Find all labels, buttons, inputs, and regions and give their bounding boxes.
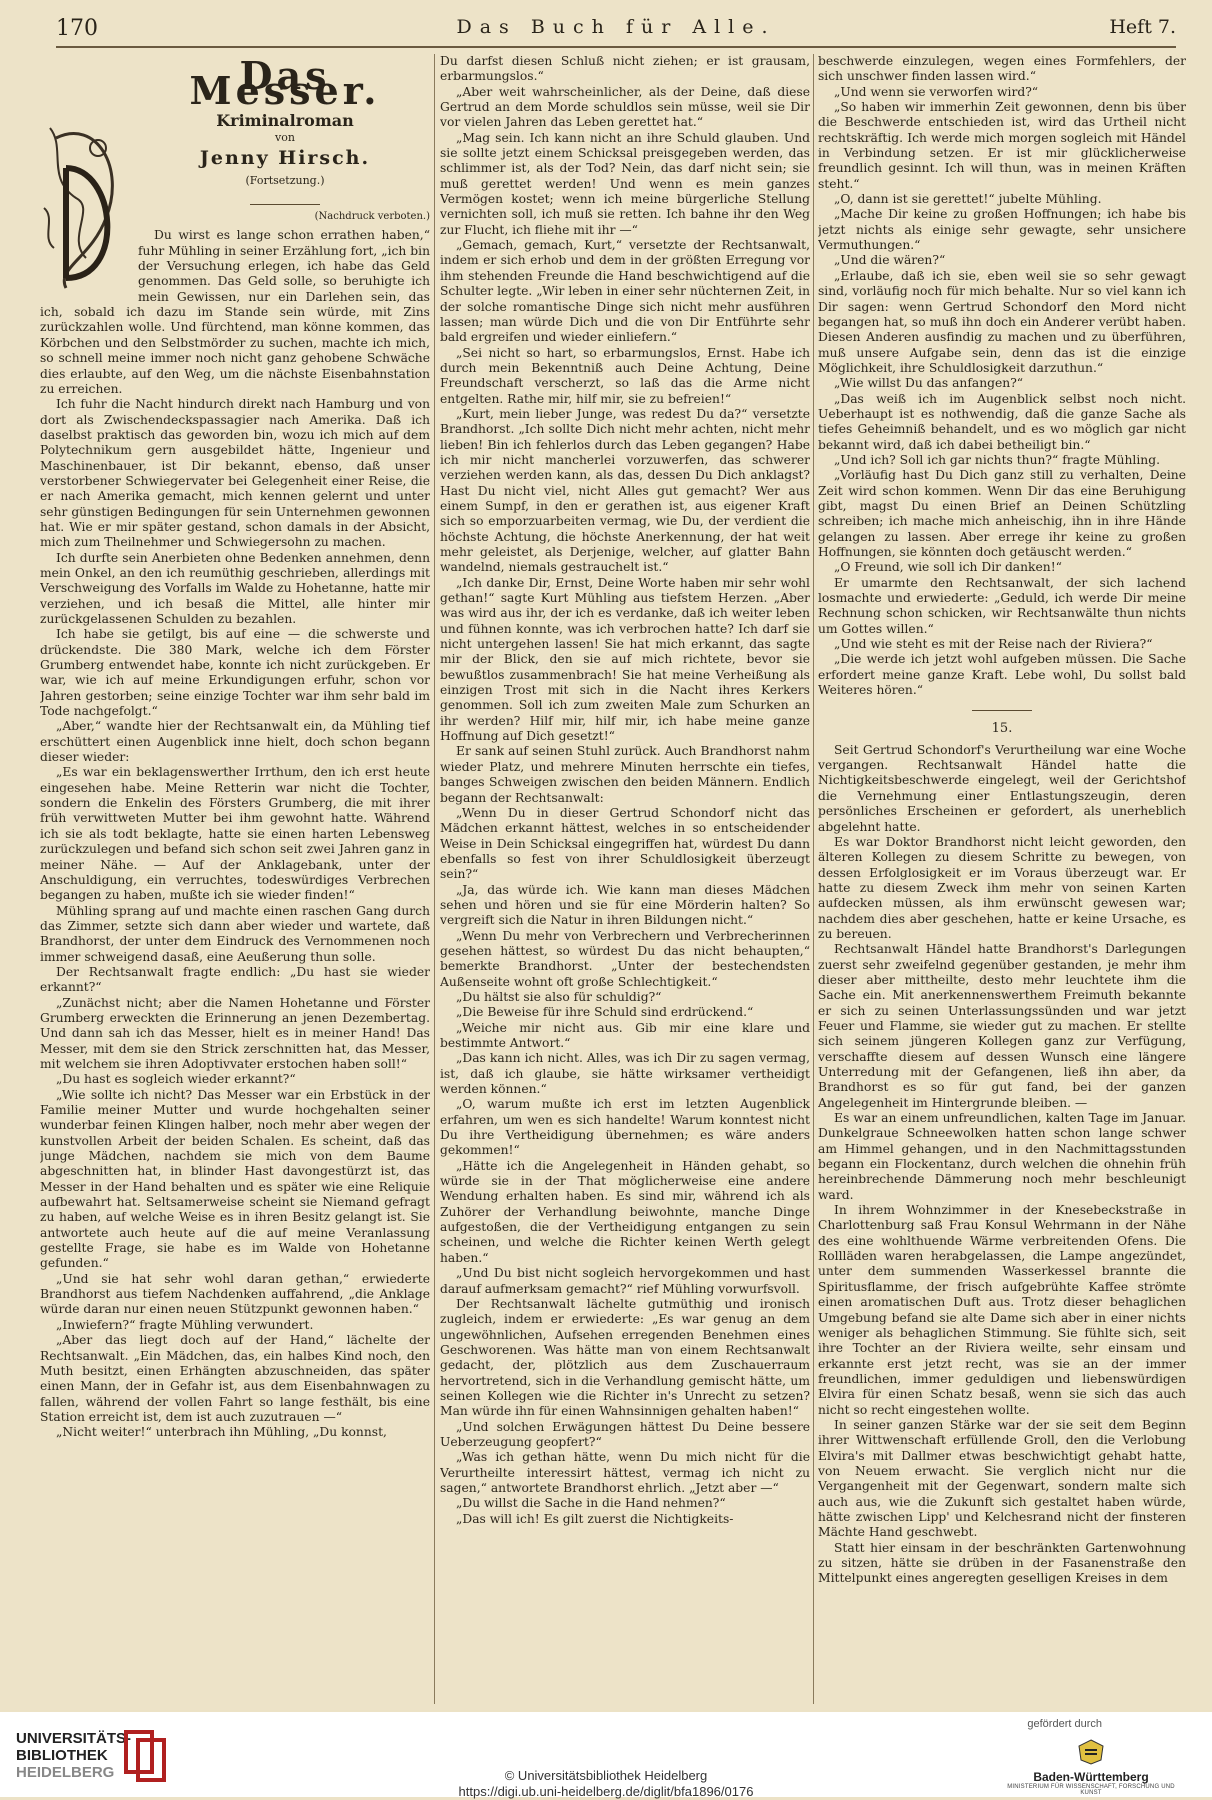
short-rule: [250, 204, 320, 205]
copyright-text: © Universitätsbibliothek Heidelberg: [504, 1768, 708, 1783]
state-name: Baden-Württemberg: [1033, 1770, 1149, 1784]
paragraph: „Ja, das würde ich. Wie kann man dieses Mädchen sehen und hören und sie für eine Mörderin halten? So vergreift sich die Natur in ihren Bildungen nicht.“: [440, 882, 810, 928]
running-title: Das Buch für Alle.: [456, 16, 776, 38]
library-name-line: BIBLIOTHEK: [16, 1747, 108, 1764]
paragraph: Rechtsanwalt Händel hatte Brandhorst's Darlegungen zuerst sehr zweifelnd gegenüber gestanden, je mehr ihm dieser aber mittheilte, desto mehr leuchtete ihm die Sache ein. Mit anerkennenswerthem Freimuth bekannte er sich zu seinen Unterlassungssünden und war jetzt Feuer und Flamme, sie wieder gut zu machen. Er stellte sich seinem jüngeren Kollegen ganz zur Verfügung, verschaffte diesem auf dessen Wunsch eine längere Unterredung mit der Gefangenen, ließ ihn aber, da Brandhorst es so für gut fand, bei der ganzen Angelegenheit im Hintergrunde bleiben. —: [818, 942, 1186, 1110]
continuation-note: (Fortsetzung.): [245, 173, 325, 187]
article-heading: [140, 54, 430, 224]
paragraph: „Du hast es sogleich wieder erkannt?“: [56, 1072, 296, 1087]
paragraph: „Und die wären?“: [834, 253, 946, 268]
paragraph: „Nicht weiter!“ unterbrach ihn Mühling, „Du konnst,: [56, 1425, 387, 1440]
viewer-footer: [0, 1712, 1212, 1797]
paragraph: „Wie willst Du das anfangen?“: [834, 376, 1024, 391]
paragraph: Mühling sprang auf und machte einen raschen Gang durch das Zimmer, setzte sich dann aber wieder und wartete, daß Brandhorst, der unter dem Eindruck des Vernommenen noch immer schweigend dasaß, eine Aeußerung thun solle.: [40, 903, 430, 964]
paragraph: „Sei nicht so hart, so erbarmungslos, Ernst. Habe ich durch mein Bekenntniß auch Deine Achtung, Deine Freundschaft verscherzt, so laß das die Arme nicht entgelten. Rathe mir, hilf mir, sie zu befreien!“: [440, 345, 810, 406]
paragraph: „Aber weit wahrscheinlicher, als der Deine, daß diese Gertrud an dem Morde schuldlos sein müsse, weil sie Dir vor vielen Jahren das Leben gerettet hat.“: [440, 84, 810, 130]
funded-by-label: gefördert durch: [1027, 1718, 1102, 1730]
paragraph: „O, dann ist sie gerettet!“ jubelte Mühling.: [834, 192, 1102, 207]
paragraph: „Weiche mir nicht aus. Gib mir eine klare und bestimmte Antwort.“: [440, 1020, 810, 1050]
paragraph: „Wenn Du in dieser Gertrud Schondorf nicht das Mädchen erkannt hättest, welches in so entscheidender Weise in Dein Schicksal eingegriffen hat, würdest Du dann ebenfalls so fest von ihrer Schuldlosigkeit überzeugt sein?“: [440, 805, 810, 882]
paragraph: „Wie sollte ich nicht? Das Messer war ein Erbstück in der Familie meiner Mutter und wurde hochgehalten seiner wunderbar feinen Klingen halber, noch mehr aber wegen der kunstvollen Arbeit der beiden Schalen. Es scheint, daß das junge Mädchen, nachdem sie mich von dem Baume abgeschnitten hat, in blinder Hast davongestürzt ist, das Messer in der Hand behalten und es später wie eine Reliquie aufbewahrt hat. Seltsamerweise scheint sie Niemand gefragt zu haben, auf welche Weise es in ihren Besitz gelangt ist. Sie antwortete auch heute auf die auf meine Veranlassung gestellte Frage, sie habe es im Walde von Hohetanne gefunden.“: [40, 1087, 430, 1271]
paragraph: Ich durfte sein Anerbieten ohne Bedenken annehmen, denn mein Onkel, an den ich reumüthig geschrieben, allerdings mit Verschweigung des Vorfalls im Walde zu Hohetanne, hatte mir verziehen, und ich besaß die Mittel, alle hinter mir zurückgelassenen Schulden zu bezahlen.: [40, 550, 430, 626]
paragraph: Statt hier einsam in der beschränkten Gartenwohnung zu sitzen, hätte sie drüben in der Fasanenstraße den Mittelpunkt eines angeregten geselligen Kreises in dem: [818, 1540, 1186, 1586]
paragraph: „Ich danke Dir, Ernst, Deine Worte haben mir sehr wohl gethan!“ sagte Kurt Mühling aus tiefstem Herzen. „Aber was wird aus ihr, der ich es verdanke, daß ich weiter leben und fühnen konnte, was ich verbrochen hatte? Ich darf sie nicht untergehen lassen! Sie hat mich erkannt, das sagte mir der Blick, den sie auf mich richtete, bevor sie bewußtlos zusammenbrach! Sie hat meine Verheißung als einzigen Trost mit sich in die Nacht ihres Kerkers genommen. Soll ich zum zweiten Male zum Schurken an ihr werden? Hilf mir, hilf mir, ich habe meine ganze Hoffnung auf Dich gesetzt!“: [440, 575, 810, 744]
paragraph: „Es war ein beklagenswerther Irrthum, den ich erst heute eingesehen habe. Meine Retterin war nicht die Tochter, sondern die Enkelin des Försters Grumberg, die mit ihrer früh verwittweten Mutter bei ihm gewohnt hatte. Während ich sie als todt beklagte, hatte sie einen harten Lebensweg zurückzulegen und befand sich schon seit zwei Jahren ganz in meiner Nähe. — Auf der Anklagebank, unter der Anschuldigung, ein verruchtes, todeswürdiges Verbrechen begangen zu haben, mußte ich sie wieder finden!“: [40, 765, 430, 903]
paragraph: Du darfst diesen Schluß nicht ziehen; er ist grausam, erbarmungslos.“: [440, 54, 810, 84]
paragraph: Ich fuhr die Nacht hindurch direkt nach Hamburg und von dort als Zwischendeckspassagier nach Amerika. Daß ich daselbst praktisch das geworden bin, wozu ich mich auf dem Polytechnikum gern ausgebildet hätte, Ingenieur und Maschinenbauer, ist Dir bekannt, ebenso, daß unser verstorbener Schwiegervater bei Gelegenheit einer Reise, die er nach Amerika gemacht, mich kennen gelernt und unter sehr günstigen Bedingungen für sein Unternehmen gewonnen hat. Wie er mir später gestand, schon damals in der Absicht, mich zum Theilnehmer und Schwiegersohn zu machen.: [40, 397, 430, 550]
paragraph: „Erlaube, daß ich sie, eben weil sie so sehr gewagt sind, vorläufig noch für mich behalte. Nur so viel kann ich Dir sagen: wenn Gertrud Schondorf den Mord nicht begangen hat, so muß ihn doch ein Anderer verübt haben. Diesen Anderen ausfindig zu machen und zu überführen, muß unsere Aufgabe sein, denn das ist die einzige Möglichkeit, ihre Schuldlosigkeit darzuthun.“: [818, 268, 1186, 375]
column-3: [818, 54, 1186, 1704]
ornamental-initial-icon: [40, 108, 132, 298]
library-name-line: UNIVERSITÄTS-: [16, 1730, 132, 1747]
article-by: von: [275, 131, 295, 145]
paragraph: „O Freund, wie soll ich Dir danken!“: [834, 560, 1062, 575]
paragraph: „Das weiß ich im Augenblick selbst noch nicht. Ueberhaupt ist es nothwendig, daß die ganze Sache als tiefes Geheimniß behandelt, und es wo möglich gar nicht bekannt wird, daß ich dabei betheiligt bin.“: [818, 391, 1186, 452]
section-rule: [972, 710, 1032, 711]
funder-logo[interactable]: [1006, 1738, 1176, 1796]
paragraph: „O, warum mußte ich erst im letzten Augenblick erfahren, um wen es sich handelte! Warum konntest nicht Du ihre Vertheidigung übernehmen; es wäre anders gekommen!“: [440, 1097, 810, 1158]
paragraph: Ich habe sie getilgt, bis auf eine — die schwerste und drückendste. Die 380 Mark, welche ich dem Förster Grumberg entwendet habe, konnte ich nicht zurückgeben. Er war, wie ich auf meine Erkundigungen erfuhr, schon vor Jahren gestorben; seine einzige Tochter war ihm sehr bald im Tode nachgefolgt.“: [40, 627, 430, 719]
paragraph: Der Rechtsanwalt lächelte gutmüthig und ironisch zugleich, indem er erwiederte: „Es war genug an dem ungewöhnlichen, Aufsehen erregenden Benehmen eines Geschworenen. Was hätte man von einem Rechtsanwalt gedacht, der, plötzlich aus dem Zuschauerraum hervortretend, sich in die Verhandlung gemischt hätte, um seinen Kollegen wie die Richter in's Unrecht zu setzen? Man würde ihn für einen Wahnsinnigen gehalten haben!“: [440, 1296, 810, 1419]
paragraph: Es war Doktor Brandhorst nicht leicht geworden, den älteren Kollegen zu diesem Schritte zu bewegen, von dessen Erfolglosigkeit er im Voraus überzeugt war. Er hatte zu diesem Zweck ihm mehr von seinen Karten aufdecken müssen, als ihm erwünscht gewesen war; nachdem dies aber geschehen, hatte er keine Ursache, es zu bereuen.: [818, 834, 1186, 941]
paragraph: Er umarmte den Rechtsanwalt, der sich lachend losmachte und erwiederte: „Geduld, ich werde Dir meine Rechnung schon schicken, wir Rechtsanwälte thun nichts um Gottes willen.“: [818, 575, 1186, 636]
chapter-number: 15.: [991, 721, 1013, 737]
paragraph: „Die Beweise für ihre Schuld sind erdrückend.“: [456, 1005, 754, 1020]
article-author: Jenny Hirsch.: [199, 147, 371, 170]
paragraph: „Mag sein. Ich kann nicht an ihre Schuld glauben. Und sie sollte jetzt einem Schicksal preisgegeben werden, das schlimmer ist, als der Tod? Nein, das darf nicht sein; sie muß gerettet werden! Und wenn es mein ganzes Vermögen kostet; wenn ich meine bürgerliche Stellung vernichten soll, ich muß sie retten. Ich bahne ihr den Weg zur Flucht, ich fliehe mit ihr —“: [440, 130, 810, 237]
paragraph: „Gemach, gemach, Kurt,“ versetzte der Rechtsanwalt, indem er sich erhob und dem in der größten Erregung vor ihm stehenden Freunde die Hand beschwichtigend auf die Schulter legte. „Wir leben in einer sehr nüchternen Zeit, in der solche romantische Dinge sich nicht mehr ausführen lassen; man würde Dich und die von Dir Entführte sehr bald ergreifen und wieder einliefern.“: [440, 238, 810, 345]
paragraph: „Du willst die Sache in die Hand nehmen?“: [456, 1496, 726, 1511]
paragraph: „Und solchen Erwägungen hättest Du Deine bessere Ueberzeugung geopfert?“: [440, 1419, 810, 1449]
library-name-line: HEIDELBERG: [16, 1764, 115, 1781]
paragraph: „Und sie hat sehr wohl daran gethan,“ erwiederte Brandhorst aus tiefem Nachdenken auffahrend, „die Anklage würde daran nur einen neuen Stützpunkt gewonnen haben.“: [40, 1271, 430, 1317]
paragraph: „Die werde ich jetzt wohl aufgeben müssen. Die Sache erfordert meine ganze Kraft. Lebe wohl, Du sollst bald Weiteres hören.“: [818, 652, 1186, 698]
column-2: [440, 54, 810, 1704]
header-rule: [56, 46, 1176, 48]
paragraph: „Hätte ich die Angelegenheit in Händen gehabt, so würde sie in der That möglicherweise eine andere Wendung erhalten haben. Es sind mir, während ich als Zuhörer der Verhandlung beiwohnte, manche Dinge aufgestoßen, die der Vertheidigung entgangen zu sein scheinen, und welche die Richter keinen Werth gelegt haben.“: [440, 1158, 810, 1265]
ministry-name: MINISTERIUM FÜR WISSENSCHAFT, FORSCHUNG UND KUNST: [1007, 1784, 1175, 1796]
column-divider: [813, 54, 814, 1704]
paragraph: „Kurt, mein lieber Junge, was redest Du da?“ versetzte Brandhorst. „Ich sollte Dich nicht mehr achten, nicht mehr lieben! Bin ich fehlerlos durch das Leben gegangen? Habe ich mir nicht mancherlei vorzuwerfen, das schwerer verziehen werden kann, als das, dessen Du Dich anklagst? Hast Du nicht viel, nicht Alles gut gemacht? Wer aus einem Sumpf, in den er gerathen ist, aus eigener Kraft sich so emporzuarbeiten vermag, wie Du, der verdient die höchste Achtung, die höchste Anerkennung, der hat weit mehr geleistet, als Derjenige, welcher, auf glatter Bahn wandelnd, niemals gestrauchelt ist.“: [440, 406, 810, 575]
paragraph: Der Rechtsanwalt fragte endlich: „Du hast sie wieder erkannt?“: [40, 964, 430, 995]
paragraph: beschwerde einzulegen, wegen eines Formfehlers, der sich unschwer finden lassen wird.“: [818, 54, 1186, 84]
page-header: [56, 14, 1176, 46]
paragraph: „Und wenn sie verworfen wird?“: [834, 84, 1039, 99]
paragraph: Du wirst es lange schon errathen haben,“ fuhr Mühling in seiner Erzählung fort, „ich bin der Versuchung erlegen, ich habe das Geld genommen. Das Geld solle, so beruhigte ich mein Gewissen, nur ein Darlehen sein, das ich, sobald ich dazu im Stande sein würde, mit Zins zurückzahlen wolle. Und fürchtend, man könne kommen, das Körbchen und den Selbstmörder zu suchen, machte ich mich, so schnell meine immer noch nicht ganz gehobene Schwäche dies erlaubte, auf den Weg, um die nächste Eisenbahnstation zu erreichen.: [40, 228, 430, 396]
paragraph: „Inwiefern?“ fragte Mühling verwundert.: [56, 1317, 314, 1332]
paragraph: „Mache Dir keine zu großen Hoffnungen; ich habe bis jetzt nichts als einige sehr gewagte, sehr unsichere Vermuthungen.“: [818, 207, 1186, 253]
page-number: 170: [56, 16, 98, 41]
permalink[interactable]: https://digi.ub.uni-heidelberg.de/diglit/bfa1896/0176: [458, 1784, 754, 1799]
paragraph: „So haben wir immerhin Zeit gewonnen, denn bis über die Beschwerde entschieden ist, wird das Urtheil nicht rechtskräftig. Ich werde mich morgen sogleich mit Händel in Verbindung setzen. Er ist mir glücklicherweise freundlich gesinnt. Ich will thun, was in meinen Kräften steht.“: [818, 100, 1186, 191]
paragraph: „Aber,“ wandte hier der Rechtsanwalt ein, da Mühling tief erschüttert einen Augenblick inne hielt, doch schon begann dieser wieder:: [40, 719, 430, 765]
article-subtitle: Kriminalroman: [216, 110, 354, 130]
paragraph: „Das kann ich nicht. Alles, was ich Dir zu sagen vermag, ist, daß ich glaube, sie hätte wirksamer vertheidigt werden können.“: [440, 1051, 810, 1097]
article-title: Das Messer.: [189, 54, 381, 114]
paragraph: In ihrem Wohnzimmer in der Knesebeckstraße in Charlottenburg saß Frau Konsul Wehrmann in der Nähe des eine wohlthuende Wärme verbreitenden Ofens. Die Rollläden waren herabgelassen, die Lampe angezündet, unter dem summenden Wasserkessel brannte die Spiritusflamme, der frisch aufgebrühte Kaffee strömte einen aromatischen Duft aus. Trotz dieser behaglichen Umgebung befand sie alte Dame sich aber in einer nichts weniger als behaglichen Stimmung. Sie fühlte sich, seit ihre Tochter an der Riviera weilte, sehr einsam und erkannte erst jetzt recht, was sie an der immer freundlichen, immer geduldigen und liebenswürdigen Elvira für einen Schatz besaß, wenn sie sich das auch nicht so recht eingestehen wollte.: [818, 1203, 1186, 1417]
paragraph: „Und wie steht es mit der Reise nach der Riviera?“: [834, 637, 1153, 652]
reprint-notice: (Nachdruck verboten.): [314, 211, 430, 223]
paragraph: „Du hältst sie also für schuldig?“: [456, 989, 662, 1004]
issue-label: Heft 7.: [1109, 16, 1176, 38]
paragraph: In seiner ganzen Stärke war der sie seit dem Beginn ihrer Wittwenschaft erfüllende Groll, den die Verlobung Elvira's mit Dallmer etwas beschwichtigt gehabt hatte, von Neuem erwacht. Sie verglich nicht nur die Vergangenheit mit der Gegenwart, sondern malte sich auch aus, wie die Zukunft sich gestaltet haben würde, hätte zwischen Lipp' und Kelchesrand nicht der finsteren Mächte Hand geschwebt.: [818, 1417, 1186, 1540]
paragraph: Es war an einem unfreundlichen, kalten Tage im Januar. Dunkelgraue Schneewolken hatten schon lange schwer am Himmel gehangen, und in den Nachmittagsstunden begann ein Flockentanz, durch welchen die ohnehin früh hereinbrechende Dämmerung noch mehr beschleunigt ward.: [818, 1111, 1186, 1202]
paragraph: „Und Du bist nicht sogleich hervorgekommen und hast darauf aufmerksam gemacht?“ rief Mühling vorwurfsvoll.: [440, 1266, 810, 1296]
paragraph: „Aber das liegt doch auf der Hand,“ lächelte der Rechtsanwalt. „Ein Mädchen, das, ein halbes Kind noch, den Muth besitzt, einen Erhängten abzuschneiden, das später einen Mann, der in Gefahr ist, aus dem Eisenbahnwagen zu fallen, während der vollen Fahrt so lange festhält, bis eine Station erreicht ist, dem ist auch zuzutrauen —“: [40, 1333, 430, 1424]
paragraph: „Vorläufig hast Du Dich ganz still zu verhalten, Deine Zeit wird schon kommen. Wenn Dir das eine Beruhigung gibt, magst Du einen Brief an Deinen Schützling schreiben; ich mache mich anheischig, ihn in ihre Hände gelangen zu lassen. Aber errege ihr keine zu großen Hoffnungen, sie könnten doch getäuscht werden.“: [818, 468, 1186, 559]
paragraph: Seit Gertrud Schondorf's Verurtheilung war eine Woche vergangen. Rechtsanwalt Händel hatte die Nichtigkeitsbeschwerde eingelegt, weil der Gerichtshof die Vernehmung einer Entlastungszeugin, deren persönliches Erscheinen er gefordert, als unerheblich abgelehnt hatte.: [818, 742, 1186, 834]
paragraph: „Und ich? Soll ich gar nichts thun?“ fragte Mühling.: [834, 452, 1160, 467]
column-1-text: [40, 228, 430, 1440]
paragraph: „Was ich gethan hätte, wenn Du mich nicht für die Verurtheilte interessirt hättest, vermag ich nicht zu sagen,“ antwortete Brandhorst ehrlich. „Jetzt aber —“: [440, 1450, 810, 1495]
paragraph: „Das will ich! Es gilt zuerst die Nichtigkeits-: [456, 1511, 734, 1526]
paragraph: Er sank auf seinen Stuhl zurück. Auch Brandhorst nahm wieder Platz, und mehrere Minuten herrschte ein tiefes, banges Schweigen zwischen den beiden Männern. Endlich begann der Rechtsanwalt:: [440, 744, 810, 805]
column-divider: [434, 54, 435, 1704]
state-crest-icon: [1073, 1738, 1109, 1766]
paragraph: „Zunächst nicht; aber die Namen Hohetanne und Förster Grumberg erweckten die Erinnerung an jenen Dezembertag. Und dann sah ich das Messer, hielt es in meiner Hand! Das Messer, mit dem sie den Strick zerschnitten hat, das Messer, mit welchem sie ihren Adoptivvater erstochen haben soll!“: [40, 995, 430, 1071]
paragraph: „Wenn Du mehr von Verbrechern und Verbrecherinnen gesehen hättest, so würdest Du das nicht behaupten,“ bemerkte Brandhorst. „Unter der bestechendsten Außenseite wohnt oft große Schlechtigkeit.“: [440, 928, 810, 989]
column-1: [40, 54, 430, 1704]
